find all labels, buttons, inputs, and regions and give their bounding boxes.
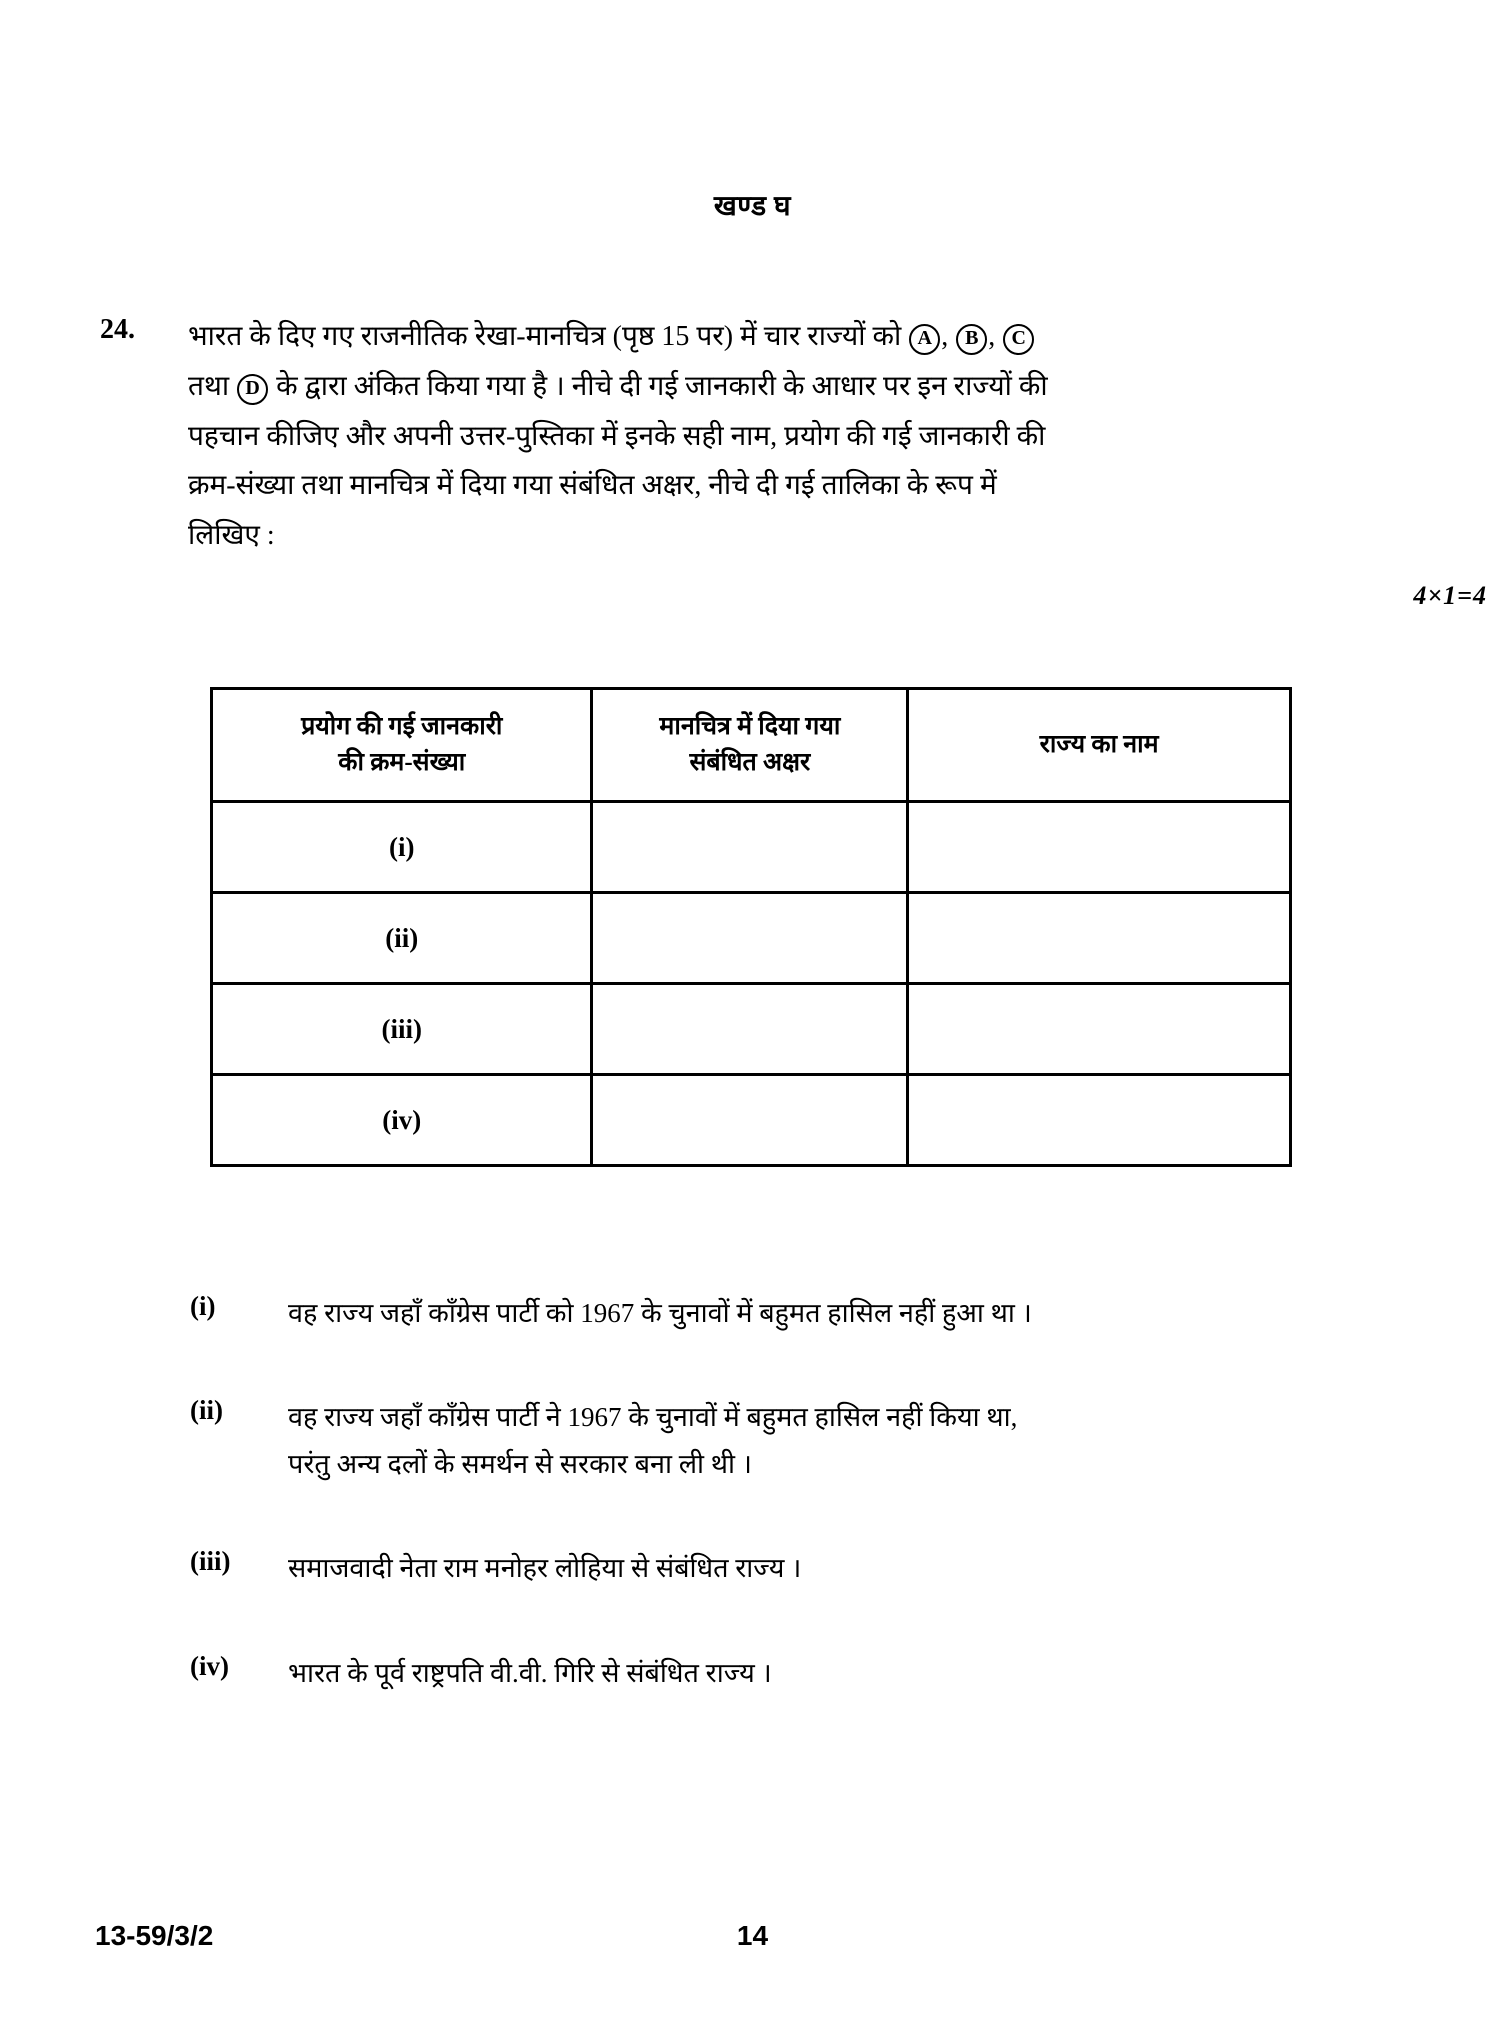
table-cell-state-3[interactable] — [908, 984, 1291, 1075]
section-header: खण्ड घ — [713, 191, 792, 222]
question-line-3: पहचान कीजिए और अपनी उत्तर-पुस्तिका में इनके सही नाम, प्रयोग की गई जानकारी की — [188, 420, 1046, 452]
list-item — [190, 1290, 1380, 1336]
question-line-2-part-1: तथा — [188, 370, 237, 402]
question-line-5: लिखिए : — [188, 520, 275, 552]
question-24-block — [100, 312, 1410, 561]
footer-page-number: 14 — [736, 1920, 769, 1951]
table-cell-state-2[interactable] — [908, 893, 1291, 984]
table-row — [212, 802, 1291, 893]
clue-2-line-1-text: वह राज्य जहाँ काँग्रेस पार्टी ने 1967 के चुनावों में बहुमत हासिल नहीं किया था, — [288, 1402, 1018, 1433]
question-number: 24. — [100, 314, 135, 345]
table-header-letter — [592, 689, 908, 802]
clue-2-line-1 — [288, 1394, 1380, 1440]
table-header-state-name-line-1: राज्य का नाम — [1039, 730, 1159, 758]
circled-letter-a-icon: A — [909, 324, 940, 355]
table-cell-letter-4[interactable] — [592, 1075, 908, 1166]
clue-3-line-1: समाजवादी नेता राम मनोहर लोहिया से संबंधित राज्य । — [288, 1553, 802, 1584]
table-cell-letter-3[interactable] — [592, 984, 908, 1075]
question-line-1 — [188, 312, 1410, 362]
table-header-letter-line-2: संबंधित अक्षर — [689, 749, 811, 776]
clue-2-line-2: परंतु अन्य दलों के समर्थन से सरकार बना ली थी । — [288, 1448, 753, 1479]
table-cell-state-4[interactable] — [908, 1075, 1291, 1166]
table-cell-serial-1: (i) — [212, 802, 592, 893]
question-line-1-part-1: भारत के दिए गए राजनीतिक रेखा-मानचित्र (पृष्ठ 15 पर) में चार राज्यों को — [188, 321, 909, 352]
clue-number-3: (iii) — [190, 1546, 231, 1577]
list-item — [190, 1650, 1380, 1696]
question-line-1-sep-1: , — [941, 321, 956, 352]
table-cell-serial-2: (ii) — [212, 893, 592, 984]
question-line-2 — [188, 362, 1410, 412]
question-line-4: क्रम-संख्या तथा मानचित्र में दिया गया संबंधित अक्षर, नीचे दी गई तालिका के रूप में — [188, 470, 997, 502]
footer-paper-code: 13-59/3/2 — [95, 1920, 214, 1951]
question-line-2-part-2: के द्वारा अंकित किया गया है । नीचे दी गई जानकारी के आधार पर इन राज्यों की — [269, 370, 1048, 402]
question-text — [188, 312, 1410, 561]
clue-number-2: (ii) — [190, 1395, 223, 1426]
table-row — [212, 893, 1291, 984]
page-footer — [0, 1920, 1505, 1960]
circled-letter-d-icon: D — [237, 374, 268, 405]
circled-letter-c-icon: C — [1003, 324, 1034, 355]
table-header-letter-line-1: मानचित्र में दिया गया — [659, 712, 841, 740]
table-header-serial-line-2: की क्रम-संख्या — [338, 749, 466, 776]
table-row — [212, 1075, 1291, 1166]
table-header-serial — [212, 689, 592, 802]
list-item — [190, 1394, 1380, 1487]
table-header-state-name — [908, 689, 1291, 802]
clue-4-line-1: भारत के पूर्व राष्ट्रपति वी.वी. गिरि से संबंधित राज्य । — [288, 1657, 772, 1688]
table-cell-letter-1[interactable] — [592, 802, 908, 893]
clue-text-1 — [288, 1290, 1380, 1336]
clue-list — [190, 1290, 1380, 1754]
table-header-row — [212, 689, 1291, 802]
clue-text-4 — [288, 1650, 1380, 1696]
question-line-1-sep-2: , — [988, 321, 1003, 352]
clue-1-line-1: वह राज्य जहाँ काँग्रेस पार्टी को 1967 के चुनावों में बहुमत हासिल नहीं हुआ था । — [288, 1298, 1032, 1328]
table-cell-letter-2[interactable] — [592, 893, 908, 984]
clue-number-1: (i) — [190, 1291, 216, 1321]
clue-number-4: (iv) — [190, 1650, 229, 1681]
circled-letter-b-icon: B — [956, 324, 987, 355]
answer-table — [210, 687, 1292, 1167]
question-marks: 4×1=4 — [1413, 581, 1487, 610]
clue-text-2 — [288, 1394, 1380, 1487]
list-item — [190, 1545, 1380, 1591]
clue-text-3 — [288, 1545, 1380, 1591]
table-row — [212, 984, 1291, 1075]
table-cell-serial-4: (iv) — [212, 1075, 592, 1166]
table-cell-state-1[interactable] — [908, 802, 1291, 893]
table-header-serial-line-1: प्रयोग की गई जानकारी — [301, 712, 503, 740]
table-cell-serial-3: (iii) — [212, 984, 592, 1075]
